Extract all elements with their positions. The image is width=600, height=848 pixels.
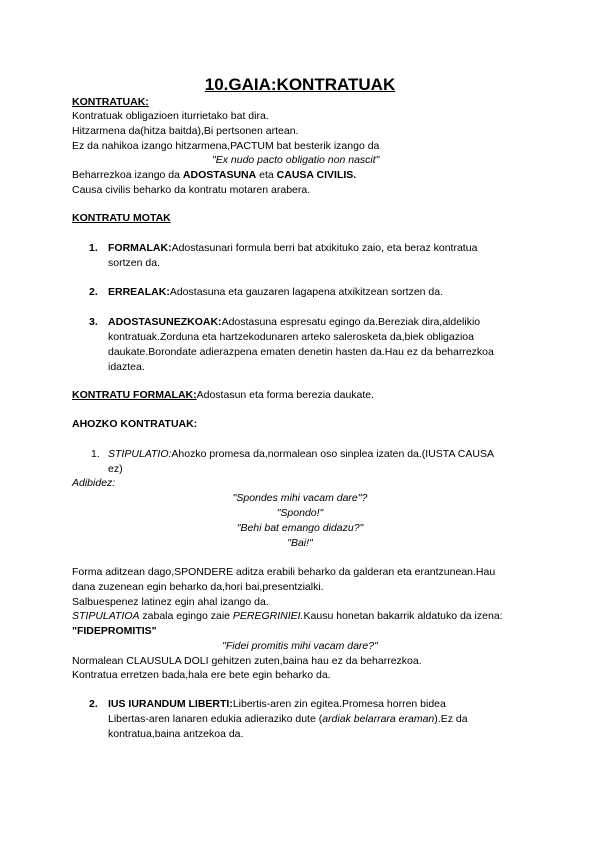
dialog-line: "Spondo!" <box>276 507 324 519</box>
dialog-line: "Behi bat emango didazu?" <box>236 522 364 534</box>
list-number: 1. <box>89 242 98 254</box>
text-fragment: Adostasunari formula berri bat atxikituko zaio, eta beraz kontratua <box>171 242 478 254</box>
text-line: ez) <box>108 463 123 475</box>
text-line: sortzen da. <box>108 257 160 269</box>
list-item-text <box>108 242 477 255</box>
text-line <box>72 610 503 623</box>
section-heading-kontratu-formalak: KONTRATU FORMALAK: <box>72 389 197 401</box>
list-item-text <box>108 448 494 461</box>
section-heading-ahozko: AHOZKO KONTRATUAK: <box>72 418 198 430</box>
text-line: Ez da nahikoa izango hitzarmena,PACTUM bat besterik izango da <box>72 140 380 152</box>
bold-term: CAUSA CIVILIS. <box>276 169 357 181</box>
list-number: 2. <box>89 286 98 298</box>
text-line: idaztea. <box>108 361 145 373</box>
text-line: Normalean CLAUSULA DOLI gehitzen zuten,baina hau ez da beharrezkoa. <box>72 655 422 667</box>
text-line: kontratua,baina antzekoa da. <box>108 728 244 740</box>
latin-quote: "Fidei promitis mihi vacam dare?" <box>222 640 378 652</box>
text-fragment: ).Ez da <box>434 713 468 725</box>
text-fragment: Libertis-aren zin egitea.Promesa horren bidea <box>232 698 446 710</box>
text-fragment: Ahozko promesa da,normalean oso sinplea izaten da.(IUSTA CAUSA <box>171 448 494 460</box>
italic-term: PEREGRINIEI. <box>232 610 304 622</box>
text-line: Causa civilis beharko da kontratu motaren arabera. <box>72 184 311 196</box>
list-item-text <box>108 286 443 299</box>
text-fragment: Adostasuna eta gauzaren lagapena atxikitzean sortzen da. <box>169 286 444 298</box>
text-line: daukate.Borondate adierazpena ematen denetin hasten da.Hau ez da beharrezkoa <box>108 346 494 358</box>
text-fragment: Libertas-aren lanaren edukia adieraziko dute ( <box>108 713 323 725</box>
text-fragment: Adostasuna espresatu egingo da.Bereziak dira,aldelikio <box>221 316 481 328</box>
list-number: 1. <box>91 448 100 460</box>
dialog-line: "Bai!" <box>287 537 313 549</box>
example-label: Adibidez: <box>72 477 116 489</box>
dialog-line: "Spondes mihi vacam dare"? <box>232 492 368 504</box>
italic-term: STIPULATIOA <box>72 610 140 622</box>
text-fragment: zabala egingo zaie <box>139 610 233 622</box>
list-label: FORMALAK: <box>108 242 172 254</box>
text-fragment: Beharrezkoa izango da <box>72 169 183 181</box>
latin-quote: "Ex nudo pacto obligatio non nascit" <box>212 154 380 166</box>
text-line: Kontratuak obligazioen iturrietako bat dira. <box>72 110 269 122</box>
text-line: dana zuzenean egin beharko da,hori bai,presentzialki. <box>72 581 324 593</box>
text-line <box>72 169 356 182</box>
italic-term: ardiak belarrara eraman <box>322 713 435 725</box>
list-item <box>89 242 98 255</box>
text-line: Salbuespenez latinez egin ahal izango da. <box>72 596 269 608</box>
list-number: 2. <box>89 698 98 710</box>
list-item-text <box>108 698 446 711</box>
list-label: STIPULATIO: <box>108 448 172 460</box>
list-label: ADOSTASUNEZKOAK: <box>108 316 222 328</box>
text-fragment: Kausu honetan bakarrik aldatuko da izena: <box>303 610 503 622</box>
text-line: Kontratua erretzen bada,hala ere bete egin beharko da. <box>72 669 331 681</box>
text-line <box>72 389 374 402</box>
section-heading-kontratu-motak: KONTRATU MOTAK <box>72 212 171 224</box>
text-line <box>108 713 468 726</box>
bold-term: ADOSTASUNA <box>182 169 257 181</box>
section-heading-kontratuak: KONTRATUAK: <box>72 96 149 108</box>
list-number: 3. <box>89 316 98 328</box>
text-line: kontratuak.Zorduna eta hartzekodunaren arteko salerosketa da,biek obligazioa <box>108 331 474 343</box>
bold-term: "FIDEPROMITIS" <box>72 625 157 637</box>
page-title: 10.GAIA:KONTRATUAK <box>204 75 396 94</box>
list-label: ERREALAK: <box>108 286 170 298</box>
list-item-text <box>108 316 480 329</box>
text-line: Hitzarmena da(hitza baitda),Bi pertsonen artean. <box>72 125 299 137</box>
text-line: Forma aditzean dago,SPONDERE aditza erabili beharko da galderan eta erantzunean.Hau <box>72 566 496 578</box>
text-fragment: eta <box>256 169 277 181</box>
text-fragment: Adostasun eta forma berezia daukate. <box>196 389 375 401</box>
list-label: IUS IURANDUM LIBERTI: <box>108 698 233 710</box>
